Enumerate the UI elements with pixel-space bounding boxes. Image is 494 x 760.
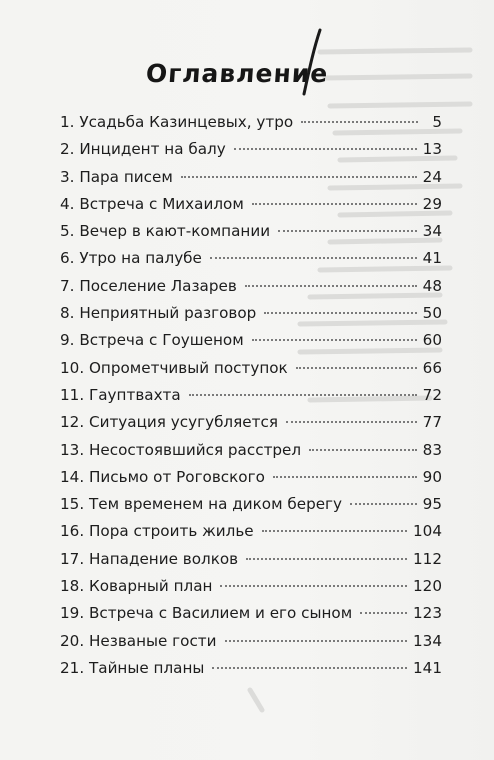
toc-entry-page: 5 — [432, 113, 442, 131]
toc-entry-page: 104 — [413, 522, 442, 541]
toc-entry[interactable] — [60, 218, 442, 245]
toc-entry-page: 112 — [413, 549, 442, 568]
dot-leader — [181, 176, 417, 178]
dot-leader — [309, 449, 417, 451]
toc-entry-page: 134 — [413, 631, 442, 650]
toc-entry[interactable] — [60, 573, 442, 600]
toc-entry-page: 48 — [422, 276, 442, 295]
toc-entry-page: 50 — [422, 304, 442, 323]
dot-leader — [301, 121, 418, 123]
dot-leader — [278, 230, 417, 232]
toc-entry[interactable] — [60, 136, 442, 163]
toc-entry[interactable] — [60, 245, 442, 272]
toc-entry-page: 83 — [422, 440, 442, 459]
dot-leader — [350, 503, 417, 505]
toc-entry[interactable] — [60, 518, 442, 545]
toc-entry-page: 34 — [422, 222, 442, 241]
toc-entry-page: 95 — [422, 495, 442, 514]
toc-entry-title: 14. Письмо от Роговского — [60, 467, 265, 486]
toc-entry[interactable] — [60, 191, 442, 218]
toc-entry-page: 90 — [422, 467, 442, 486]
toc-entry[interactable] — [60, 464, 442, 491]
toc-entry-title: 17. Нападение волков — [60, 549, 239, 568]
toc-entry-title: 10. Опрометчивый поступок — [60, 358, 288, 377]
toc-entry-page: 77 — [422, 413, 442, 432]
toc-entry-page: 123 — [413, 604, 442, 623]
toc-entry-title: 20. Незваные гости — [60, 631, 217, 650]
toc-entry-page: 24 — [422, 167, 442, 186]
toc-entry-page: 13 — [422, 140, 442, 159]
toc-entry[interactable] — [60, 600, 442, 627]
toc-entry-title: 12. Ситуация усугубляется — [60, 413, 278, 432]
dot-leader — [262, 530, 407, 532]
toc-entry-title: 21. Тайные планы — [60, 658, 205, 677]
table-of-contents — [60, 109, 442, 682]
dot-leader — [252, 339, 417, 341]
toc-entry-title: 8. Неприятный разговор — [60, 304, 257, 323]
toc-entry-page: 60 — [422, 331, 442, 350]
toc-entry-title: 18. Коварный план — [60, 577, 213, 596]
dot-leader — [273, 476, 417, 478]
toc-entry-title: 19. Встреча с Василием и его сыном — [60, 604, 353, 623]
toc-entry[interactable] — [60, 655, 442, 682]
toc-entry[interactable] — [60, 300, 442, 327]
dot-leader — [220, 585, 407, 587]
toc-entry-page: 120 — [413, 577, 442, 596]
dot-leader — [252, 203, 417, 205]
toc-entry-title: 15. Тем временем на диком берегу — [60, 495, 343, 514]
toc-entry[interactable] — [60, 628, 442, 655]
toc-entry[interactable] — [60, 355, 442, 382]
toc-entry[interactable] — [60, 382, 442, 409]
dot-leader — [264, 312, 416, 314]
decorative-brush-stroke — [300, 28, 326, 98]
dot-leader — [360, 612, 407, 614]
toc-entry-title: 11. Гауптвахта — [60, 385, 181, 404]
dot-leader — [296, 367, 417, 369]
toc-entry-title: 1. Усадьба Казинцевых, утро — [60, 113, 294, 131]
dot-leader — [189, 394, 417, 396]
toc-entry[interactable] — [60, 109, 442, 136]
toc-entry[interactable] — [60, 437, 442, 464]
toc-entry-title: 13. Несостоявшийся расстрел — [60, 440, 302, 459]
toc-entry-title: 16. Пора строить жилье — [60, 522, 254, 541]
toc-entry[interactable] — [60, 491, 442, 518]
toc-entry-page: 141 — [413, 658, 442, 677]
toc-entry[interactable] — [60, 546, 442, 573]
dot-leader — [286, 421, 417, 423]
toc-entry[interactable] — [60, 273, 442, 300]
page-title: Оглавление — [144, 58, 330, 88]
toc-entry-page: 41 — [422, 249, 442, 268]
toc-entry-page: 29 — [422, 194, 442, 213]
toc-entry-title: 3. Пара писем — [60, 167, 173, 186]
dot-leader — [212, 667, 407, 669]
dot-leader — [210, 257, 417, 259]
dot-leader — [246, 558, 407, 560]
toc-entry-title: 6. Утро на палубе — [60, 249, 202, 268]
dot-leader — [245, 285, 417, 287]
toc-entry[interactable] — [60, 164, 442, 191]
toc-entry-title: 2. Инцидент на балу — [60, 140, 226, 159]
toc-entry[interactable] — [60, 409, 442, 436]
toc-entry-title: 7. Поселение Лазарев — [60, 276, 237, 295]
toc-entry-title: 5. Вечер в кают-компании — [60, 222, 271, 241]
toc-entry-title: 9. Встреча с Гоушеном — [60, 331, 244, 350]
dot-leader — [225, 640, 407, 642]
toc-entry-page: 72 — [422, 385, 442, 404]
dot-leader — [234, 148, 417, 150]
toc-entry[interactable] — [60, 327, 442, 354]
toc-entry-title: 4. Встреча с Михаилом — [60, 194, 244, 213]
toc-entry-page: 66 — [422, 358, 442, 377]
